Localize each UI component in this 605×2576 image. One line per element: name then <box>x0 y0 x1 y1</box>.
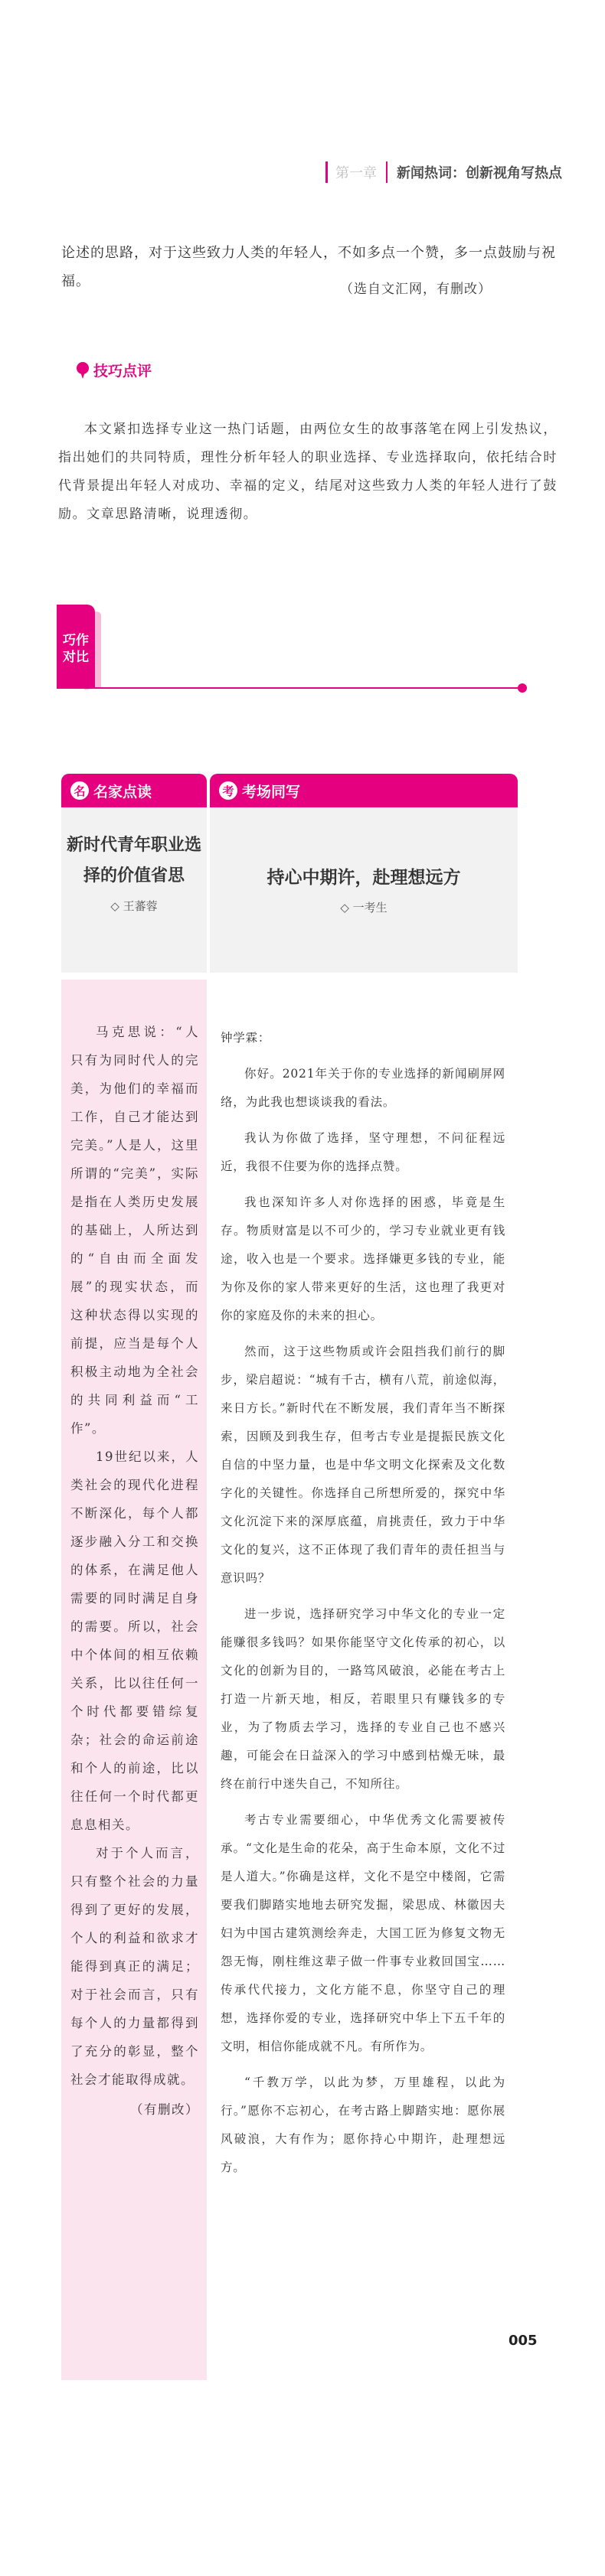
tips-heading-label: 技巧点评 <box>93 363 152 380</box>
left-sign-note: （有删改） <box>130 2102 199 2117</box>
left-article-author: ◇ 王蕃蓉 <box>110 899 158 913</box>
right-paragraph: 你好。2021年关于你的专业选择的新闻刷屏网络，为此我也想谈谈我的看法。 <box>221 1067 505 1109</box>
left-paragraph: 对于个人而言，只有整个社会的力量得到了更好的发展，个人的利益和欲求才能得到真正的满足；对于社会而言，只有每个人的力量都得到了充分的彰显，整个社会才能取得成就。 <box>70 1846 199 2087</box>
right-paragraph: 进一步说，选择研究学习中华文化的专业一定能赚很多钱吗？如果你能坚守文化传承的初心，以文化的创新为目的，一路笃风破浪，必能在考古上打造一片新天地，相反，若眼里只有赚钱多的专业，为了物质去学习，选择的专业自己也不感兴趣，可能会在日益深入的学习中感到枯燥无味，最终在前行中迷失自己，不知所往。 <box>221 1607 505 1791</box>
banner-dot <box>518 683 527 693</box>
chapter-label: 第一章 <box>335 165 377 181</box>
right-article-title: 持心中期许，赴理想远方 <box>267 868 461 888</box>
section-title: 新闻热词：创新视角写热点 <box>397 165 562 181</box>
right-paragraph: 考古专业需要细心，中华优秀文化需要被传承。“文化是生命的花朵，高于生命本原，文化不过是人道大。”你确是这样，文化不是空中楼阁，它需要我们脚踏实地地去研究发掘，梁思成、林徽因夫妇为中国古建筑测绘奔走，大国工匠为修复文物无怨无悔，刚柱维这辈子做一件事专业救回国宝……传承代代接力，文化方能不息，你坚守自己的理想，选择你爱的专业，选择研究中华上下五千年的文明，相信你能成就不凡。有所作为。 <box>221 1813 505 2053</box>
left-title-box <box>61 807 207 973</box>
banner-rule <box>57 687 520 689</box>
intro-paragraph: 论述的思路，对于这些致力人类的年轻人，不如多点一个赞，多一点鼓励与祝福。 <box>61 245 556 289</box>
running-header <box>325 159 562 185</box>
left-column-header <box>61 774 207 807</box>
banner-label: 巧作对比 <box>63 633 89 665</box>
right-paragraph: “千教万学，以此为梦，万里雄程，以此为行。”愿你不忘初心，在考古路上脚踏实地：愿你展风破浪，大有作为；愿你持心中期许，赴理想远方。 <box>221 2075 505 2174</box>
letter-greeting: 钟学霖： <box>221 1031 271 1045</box>
page-number: 005 <box>509 2333 538 2349</box>
tips-commentary: 本文紧扣选择专业这一热门话题，由两位女生的故事落笔在网上引发热议，指出她们的共同特质，理性分析年轻人的职业选择、专业选择取向，依托结合时代背景提出年轻人对成功、幸福的定义，结尾对这些致力人类的年轻人进行了鼓励。文章思路清晰，说理透彻。 <box>58 422 558 522</box>
pin-icon <box>77 362 89 379</box>
header-divider <box>386 161 388 183</box>
left-article-body <box>61 980 207 2380</box>
right-column-header-label: 考场同写 <box>242 783 301 801</box>
right-paragraph: 然而，这于这些物质或许会阻挡我们前行的脚步，梁启超说：“城有千古，横有八荒，前途似海，来日方长。”新时代在不断发展，我们青年当不断探索，因顾及到我生存，但考古专业是提振民族文化自信的中坚力量，也是中华文明文化探索及文化数字化的关键性。你选择自己所想所爱的，探究中华文化沉淀下来的深厚底蕴，肩挑责任，致力于中华文化的复兴，这不正体现了我们青年的责任担当与意识吗？ <box>221 1345 505 1585</box>
header-accent-bar <box>325 161 328 183</box>
source-note: （选自文汇网，有删改） <box>340 282 492 297</box>
left-paragraph: 马克思说：“人只有为同时代人的完美，为他们的幸福而工作，自己才能达到完美。”人是人，这里所谓的“完美”，实际是指在人类历史发展的基础上，人所达到的“自由而全面发展”的现实状态，而这种状态得以实现的前提，应当是每个人积极主动地为全社会的共同利益而“工作”。 <box>70 1025 199 1436</box>
right-title-box <box>210 807 518 973</box>
left-column-header-label: 名家点读 <box>93 783 152 801</box>
left-badge-icon: 名 <box>70 781 89 800</box>
right-paragraph: 我认为你做了选择，坚守理想，不问征程远近，我很不住要为你的选择点赞。 <box>221 1131 505 1173</box>
left-paragraph: 19世纪以来，人类社会的现代化进程不断深化，每个人都逐步融入分工和交换的体系，在满足他人需要的同时满足自身的需要。所以，社会中个体间的相互依赖关系，比以往任何一个时代都要错综复杂；社会的命运前途和个人的前途，比以往任何一个时代都更息息相关。 <box>70 1449 199 1832</box>
right-article-body <box>210 980 518 2380</box>
left-article-title: 新时代青年职业选择的价值省思 <box>66 836 201 885</box>
tips-heading <box>77 360 152 380</box>
right-column-header <box>210 774 518 807</box>
right-paragraph: 我也深知许多人对你选择的困惑，毕竟是生存。物质财富是以不可少的，学习专业就业更有钱途，收入也是一个要求。选择嫌更多钱的专业，能为你及你的家人带来更好的生活，这也理了我更对你的家庭及你的未来的担心。 <box>221 1195 505 1322</box>
right-badge-icon: 考 <box>219 781 237 800</box>
right-article-author: ◇ 一考生 <box>340 901 388 915</box>
